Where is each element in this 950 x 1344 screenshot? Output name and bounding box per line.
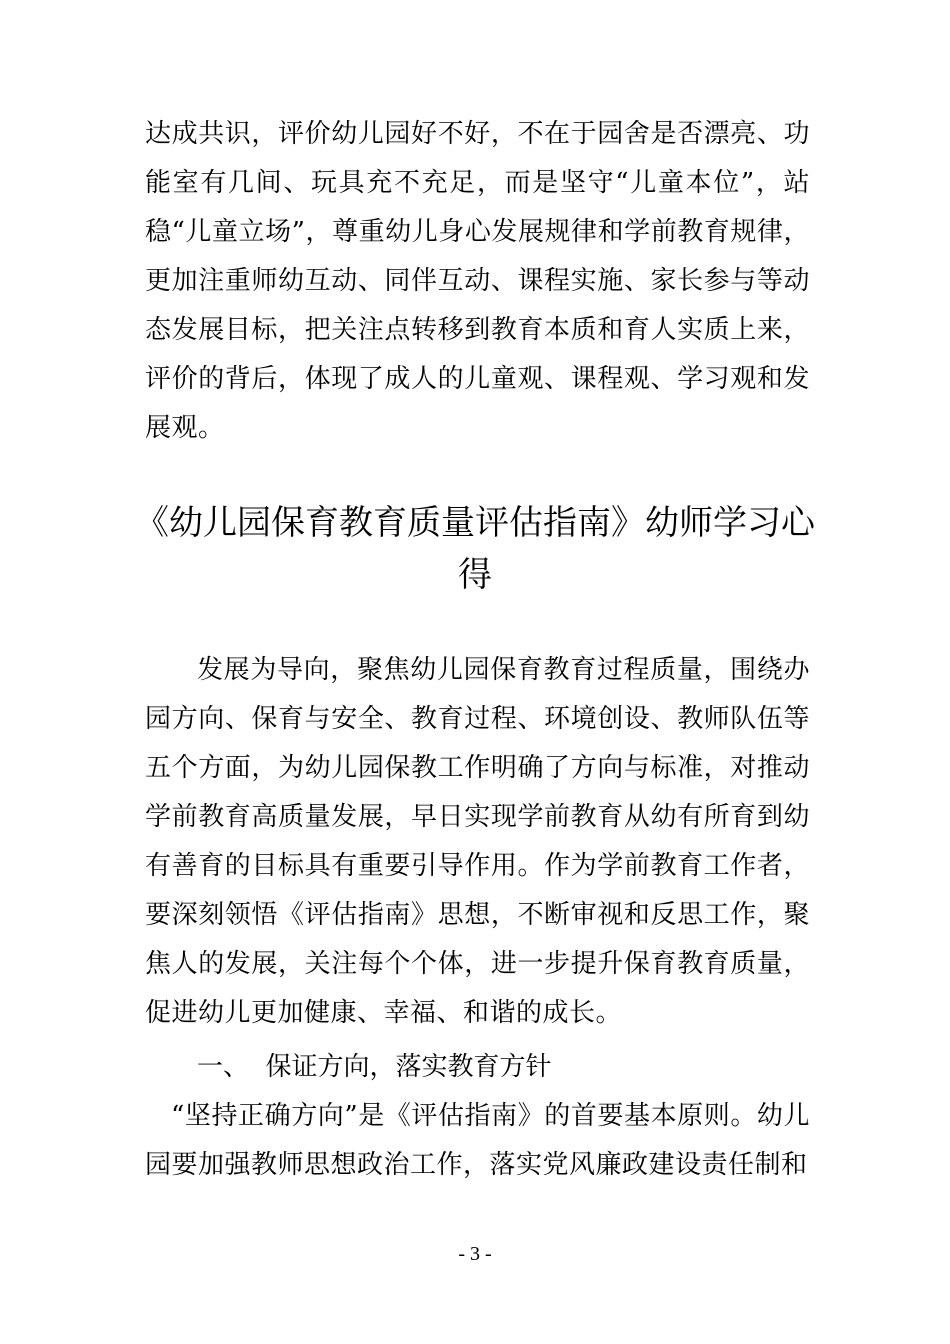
- document-title: 《幼儿园保育教育质量评估指南》幼师学习心得: [135, 503, 815, 595]
- principle-paragraph: “坚持正确方向”是《评估指南》的首要基本原则。幼儿园要加强教师思想政治工作，落实党风廉政建设责任制和: [145, 1101, 810, 1180]
- section-one-heading: 一、 保证方向，落实教育方针: [197, 1052, 552, 1082]
- intro-paragraph: 达成共识，评价幼儿园好不好，不在于园舍是否漂亮、功能室有几间、玩具充不充足，而是坚守“儿童本位”，站稳“儿童立场”，尊重幼儿身心发展规律和学前教育规律，更加注重师幼互动、同伴互动、课程实施、家长参与等动态发展目标，把关注点转移到教育本质和育人实质上来，评价的背后，体现了成人的儿童观、课程观、学习观和发展观。: [145, 119, 810, 443]
- main-paragraph: 发展为导向，聚焦幼儿园保育教育过程质量，围绕办园方向、保育与安全、教育过程、环境创设、教师队伍等五个方面，为幼儿园保教工作明确了方向与标准，对推动学前教育高质量发展，早日实现学前教育从幼有所育到幼有善育的目标具有重要引导作用。作为学前教育工作者，要深刻领悟《评估指南》思想，不断审视和反思工作，聚焦人的发展，关注每个个体，进一步提升保育教育质量，促进幼儿更加健康、幸福、和谐的成长。: [145, 655, 810, 1028]
- page-number: - 3 -: [458, 1243, 492, 1265]
